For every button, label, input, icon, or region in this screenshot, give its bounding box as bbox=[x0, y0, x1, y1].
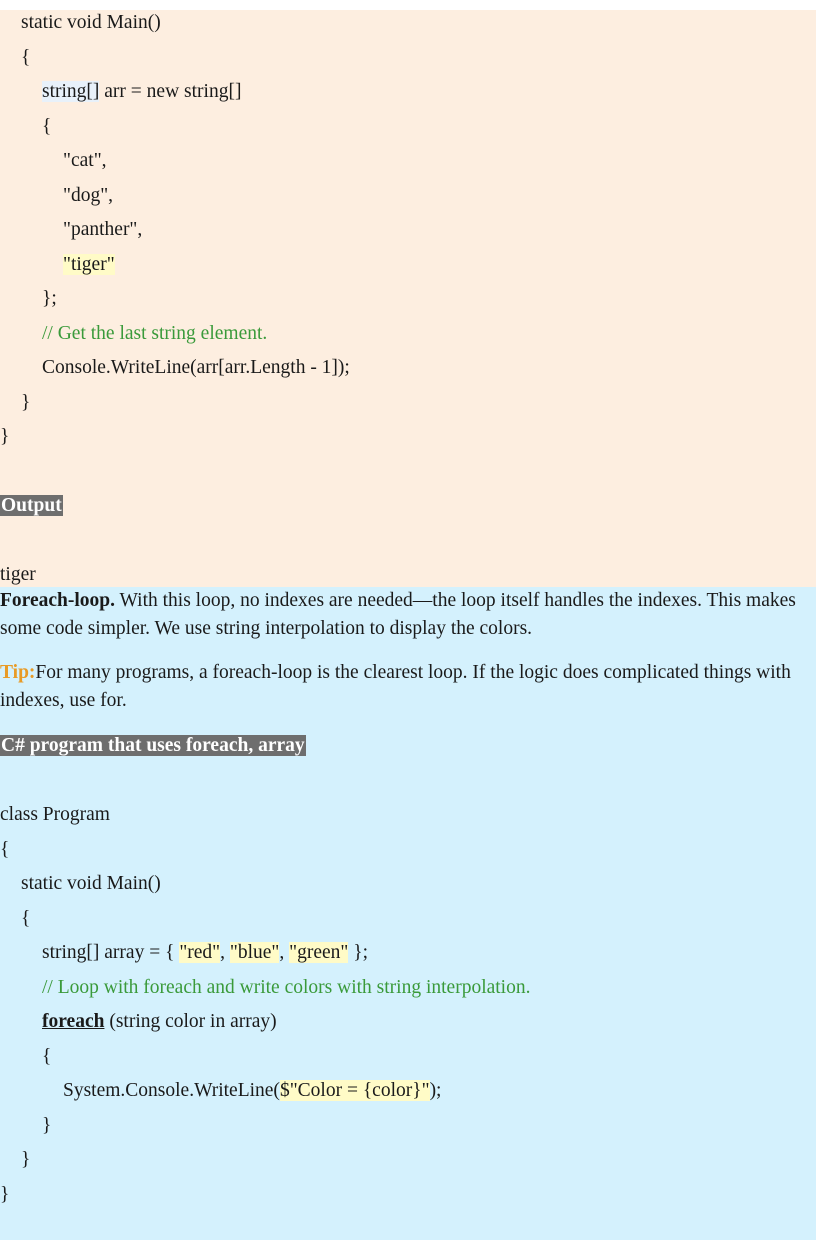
code-line: } bbox=[21, 392, 31, 413]
code-line: "panther", bbox=[63, 219, 143, 240]
code-line: { bbox=[21, 47, 31, 68]
foreach-lead: Foreach-loop. bbox=[0, 590, 116, 611]
string-literal: $"Color = {color}" bbox=[279, 1080, 430, 1101]
code-comment: // Get the last string element. bbox=[42, 323, 268, 344]
code-line: { bbox=[42, 1046, 52, 1067]
code-line: string[] arr = new string[] bbox=[42, 81, 242, 102]
string-literal: "red" bbox=[179, 942, 221, 963]
program-heading: C# program that uses foreach, array bbox=[1, 735, 305, 756]
code-line: static void Main() bbox=[21, 12, 161, 33]
code-line: } bbox=[0, 1184, 10, 1205]
foreach-keyword: foreach bbox=[42, 1011, 105, 1032]
string-literal: "tiger" bbox=[63, 254, 115, 275]
code-line: } bbox=[0, 426, 10, 447]
output-heading: Output bbox=[1, 495, 62, 516]
code-line: { bbox=[21, 908, 31, 929]
code-line: static void Main() bbox=[21, 873, 161, 894]
tip-label: Tip: bbox=[0, 662, 36, 683]
code-line: } bbox=[42, 1115, 52, 1136]
code-line bbox=[63, 252, 115, 278]
code-line: "cat", bbox=[63, 150, 107, 171]
tip-paragraph: Tip:For many programs, a foreach-loop is the clearest loop. If the logic does complicated things with indexes, use for. bbox=[0, 662, 791, 711]
code-line: Console.WriteLine(arr[arr.Length - 1]); bbox=[42, 357, 350, 378]
code-line: class Program bbox=[0, 804, 110, 825]
code-line: "dog", bbox=[63, 185, 114, 206]
code-line: } bbox=[21, 1149, 31, 1170]
string-literal: "blue" bbox=[229, 942, 280, 963]
code-line: System.Console.WriteLine($"Color = {color}"); bbox=[63, 1080, 442, 1101]
code-line: foreach (string color in array) bbox=[42, 1011, 277, 1032]
code-comment: // Loop with foreach and write colors with string interpolation. bbox=[42, 977, 531, 998]
type-token: string[] bbox=[42, 81, 100, 102]
code-example-last-element bbox=[0, 10, 816, 587]
foreach-paragraph: Foreach-loop. With this loop, no indexes are needed—the loop itself handles the indexes. This makes some code simpler. We use string interpolation to display the colors. bbox=[0, 590, 796, 639]
code-line: { bbox=[0, 839, 10, 860]
foreach-section bbox=[0, 587, 816, 1240]
code-line: { bbox=[42, 116, 52, 137]
code-line: }; bbox=[42, 288, 57, 309]
string-literal: "green" bbox=[289, 942, 349, 963]
output-value: tiger bbox=[0, 564, 36, 585]
code-line: string[] array = { "red", "blue", "green" }; bbox=[42, 942, 369, 963]
